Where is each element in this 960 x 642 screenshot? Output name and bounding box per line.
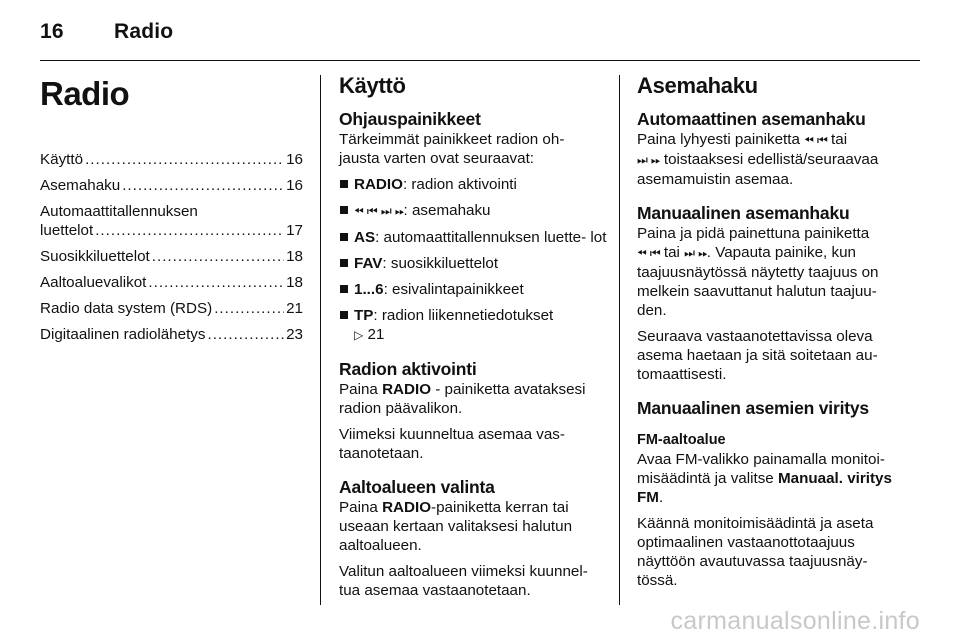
toc-entry[interactable]: Aaltoaluevalikot ..... 18 [40,273,303,292]
heading-manual-tuning: Manuaalinen asemien viritys [637,398,869,418]
section-title-kaytto: Käyttö [339,73,406,98]
paragraph: Käännä monitoimisäädintä ja aseta optimaalinen vastaanottotaajuus näyttöön avautuvassa taajuusnäy- tössä. [637,515,874,589]
watermark: carmanualsonline.info [670,607,920,635]
running-header [40,20,173,44]
paragraph: Viimeksi kuunneltua asemaa vas- taanotetaan. [339,426,565,462]
list-item: 1...6: esivalintapainikkeet [339,280,607,299]
list-item: ⏪︎ ⏮︎ ⏭︎ ⏩︎: asemahaku [339,201,607,221]
skip-forward-icon: ⏭︎ [684,246,694,260]
page-number: 16 [40,20,64,43]
section-manual-tuning [637,397,905,590]
list-item: FAV: suosikkiluettelot [339,254,607,273]
skip-forward-icon: ⏭︎ [637,153,647,167]
heading-manual-search: Manuaalinen asemanhaku [637,203,850,223]
seek-forward-icon: ⏩︎ [698,246,707,260]
header-rule [40,60,920,61]
heading-controls: Ohjauspainikkeet [339,109,481,129]
bullet-icon [340,311,348,319]
seek-back-icon: ⏪︎ [637,246,646,260]
bullet-icon [340,285,348,293]
toc-entry[interactable]: Käyttö ..... 16 [40,150,303,169]
subheading-fm: FM-aaltoalue [637,432,726,448]
chapter-title: Radio [40,75,130,112]
heading-activate: Radion aktivointi [339,359,477,379]
paragraph: Avaa FM-valikko painamalla monitoi- misäädintä ja valitse Manuaal. viritys FM. [637,451,892,506]
toc-entry[interactable]: Digitaalinen radiolähetys ..... 23 [40,325,303,344]
section-title-asemahaku: Asemahaku [637,73,758,98]
bullet-icon [340,180,348,188]
toc-entry[interactable]: Suosikkiluettelot ..... 18 [40,247,303,266]
paragraph: Paina RADIO-painiketta kerran tai useaan kertaan valitaksesi halutun aaltoalueen. [339,499,573,554]
column-toc [40,72,303,351]
paragraph: Paina ja pidä painettuna painiketta ⏪︎ ⏮︎ tai ⏭︎ ⏩︎. Vapauta painike, kun taajuusnäytössä näytetty taajuus on melkein saavuttanut halutun taajuu- den. [637,225,879,319]
toc-entry[interactable]: Asemahaku ..... 16 [40,176,303,195]
table-of-contents [40,150,303,344]
seek-forward-icon: ⏩︎ [651,153,660,167]
column-kaytto [339,72,607,607]
column-divider-1 [320,75,321,605]
section-manual-search [637,202,905,384]
running-section-title: Radio [114,20,174,43]
page-ref-link[interactable]: 21 [367,326,385,343]
column-divider-2 [619,75,620,605]
paragraph: Paina RADIO - painiketta avataksesi radion päävalikon. [339,381,586,417]
bullet-icon [340,259,348,267]
section-band [339,476,607,600]
bullet-icon [340,233,348,241]
toc-entry[interactable]: Automaattitallennuksen luettelot ..... 17 [40,202,303,240]
list-item: AS: automaattitallennuksen luette- lot [339,228,607,247]
page-ref-icon: ▷ [354,328,364,342]
column-asemahaku [637,72,905,597]
paragraph: Paina lyhyesti painiketta ⏪︎ ⏮︎ tai ⏭︎ ⏩︎ toistaaksesi edellistä/seuraavaa asemamuistin asemaa. [637,131,879,188]
controls-list [339,175,607,345]
seek-back-icon: ⏪︎ [354,204,363,218]
paragraph: Seuraava vastaanotettavissa oleva asema haetaan ja sitä soitetaan au- tomaattisesti. [637,328,878,383]
list-item: TP: radion liikennetiedotukset ▷ 21 [339,306,607,345]
skip-back-icon: ⏮︎ [817,133,827,147]
paragraph: Valitun aaltoalueen viimeksi kuunnel- tua asemaa vastaanotetaan. [339,563,588,599]
seek-back-icon: ⏪︎ [804,133,813,147]
skip-back-icon: ⏮︎ [366,204,377,218]
toc-entry[interactable]: Radio data system (RDS) ..... 21 [40,299,303,318]
skip-back-icon: ⏮︎ [649,246,660,260]
bullet-icon [340,206,348,214]
skip-forward-icon: ⏭︎ [380,204,391,218]
heading-band: Aaltoalueen valinta [339,477,495,497]
section-activate [339,358,607,463]
list-item: RADIO: radion aktivointi [339,175,607,194]
controls-intro: Tärkeimmät painikkeet radion oh- jausta varten ovat seuraavat: [339,131,565,167]
seek-forward-icon: ⏩︎ [394,204,404,218]
heading-auto-search: Automaattinen asemanhaku [637,109,866,129]
